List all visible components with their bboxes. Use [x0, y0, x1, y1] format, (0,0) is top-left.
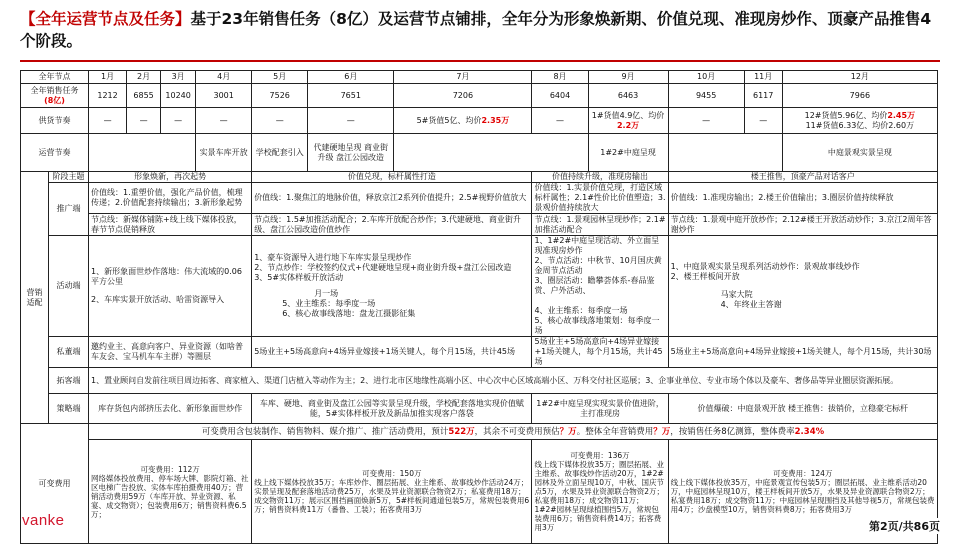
promo-value-1: 价值线：1.重塑价值，强化产品价值，梳理传递；2.价值配套持续输出；3.新形象起势 — [89, 183, 252, 214]
page-number: 第2页/共86页 — [869, 520, 940, 533]
task-12: 7966 — [782, 84, 937, 108]
strategy-row — [21, 394, 938, 424]
supply-1: — — [89, 108, 127, 134]
month-4: 4月 — [196, 71, 252, 84]
month-8: 8月 — [532, 71, 588, 84]
task-row — [21, 84, 938, 108]
month-row — [21, 71, 938, 84]
task-1: 1212 — [89, 84, 127, 108]
month-9: 9月 — [588, 71, 668, 84]
promo-row-2 — [21, 214, 938, 236]
promo-value-4: 价值线：1.准现房输出；2.楼王价值输出；3.圈层价值持续释放 — [668, 183, 937, 214]
private-2: 5场业主+5场高意向+4场异业嫁接+1场关键人，每个月15场，共计45场 — [252, 337, 532, 368]
month-10: 10月 — [668, 71, 744, 84]
month-1: 1月 — [89, 71, 127, 84]
stage-row — [21, 172, 938, 183]
activity-row — [21, 236, 938, 337]
task-5: 7526 — [252, 84, 308, 108]
title-bracket: 【全年运营节点及任务】 — [20, 10, 191, 28]
stage-3: 价值持续升级，准现房输出 — [532, 172, 668, 183]
promo-value-2: 价值线：1.聚焦江的地脉价值，释放京江2系列价值提升；2.5#视野价值放大 — [252, 183, 532, 214]
month-6: 6月 — [308, 71, 394, 84]
cost-row — [21, 440, 938, 544]
stage-1: 形象焕新，再次起势 — [89, 172, 252, 183]
private-row — [21, 337, 938, 368]
ops-jul-aug — [394, 134, 588, 172]
stage-label: 阶段主题 — [49, 172, 89, 183]
strategy-4: 价值爆破：中庭景观开放 楼王推售：拔销价，立稳豪宅标杆 — [668, 394, 937, 424]
activity-2: 1、豪车资源导入进行地下车库实景呈现炒作 2、节点炒作：学校签约仪式+代建硬地呈现+商业街升级+盘江公园改造 3、5#实体样板开放活动 月一场 5、业主维系：每季度一场 6、核心故事线落地：盘龙江摄影征集 — [252, 236, 532, 337]
supply-row — [21, 108, 938, 134]
cost-1: 可变费用：112万 网络媒体投放费用、停车场大牌、影院灯箱、社区电梯广告投放、实体车库拍摄费用40万；营销活动费用59万（车库开放、异业资源、私宴、成交物资）；包装费用6万；销售资料费6.5万； — [89, 440, 252, 544]
task-label: 全年销售任务 (8亿) — [21, 84, 89, 108]
supply-6: — — [308, 108, 394, 134]
ops-q1 — [89, 134, 196, 172]
budget-summary: 可变费用含包装制作、销售物料、媒介推广、推广活动费用，预计522万，其余不可变费用预估？万。整体全年营销费用？万，按销售任务8亿测算，整体费率2.34% — [89, 424, 938, 440]
activity-1: 1、新形象面世炒作落地：伟大流域的0.06平方公里 2、车库实景开放活动、哈雷资源导入 — [89, 236, 252, 337]
ops-dec: 中庭景观实景呈现 — [782, 134, 937, 172]
task-11: 6117 — [744, 84, 782, 108]
supply-5: — — [252, 108, 308, 134]
promo-value-3: 价值线：1.实景价值兑现，打造区域标杆属性；2.1#性价比价值塑造；3.景观价值持续放大 — [532, 183, 668, 214]
activity-label: 活动端 — [49, 236, 89, 337]
ops-oct-nov — [668, 134, 782, 172]
supply-12: 12#货值5.96亿、均价2.45万 11#货值6.33亿、均价2.60万 — [782, 108, 937, 134]
cost-2: 可变费用：150万 线上线下媒体投放35万；车库炒作、圈层拓展、业主维系、故事线炒作活动24万；实景呈现及配套落地活动费25万，水果及异业资源联合物资2万；私宴费用18万；成交物资11万；展示区围挡画面焕新5万，5#样板间通道包装5万，常规包装费用6万；销售资料费11万（番鲁、工装）；拓客费用3万 — [252, 440, 532, 544]
month-11: 11月 — [744, 71, 782, 84]
supply-11: — — [744, 108, 782, 134]
ops-row — [21, 134, 938, 172]
task-7: 7206 — [394, 84, 532, 108]
promo-node-1: 节点线：新媒体铺陈+线上线下媒体投放，春节节点促销释放 — [89, 214, 252, 236]
promo-node-4: 节点线：1.景观中庭开放炒作；2.12#楼王开放活动炒作；3.京江2周年答谢炒作 — [668, 214, 937, 236]
supply-9: 1#货值4.9亿、均价2.2万 — [588, 108, 668, 134]
expand-text: 1、置业顾问自发前往项目周边拓客、商家植入、渠道门店植入等动作为主；2、进行北市区地缘性高端小区、中心次中心区域高端小区、万科交付社区巡展；3、企事业单位、专业市场个体以及豪车、奢侈品等异业圈层资源拓展。 — [89, 368, 938, 394]
task-3: 10240 — [161, 84, 196, 108]
cost-4: 可变费用：124万 线上线下媒体投放35万，中庭景观宣传包装5万；圈层拓展、业主维系活动20万，中庭园林呈现10万，楼王样板间开放5万，水果及异业资源联合物资2万；私宴费用18万；成交物资11万；中庭园林呈现围挡及其他导视5万，常规包装费用4万；沙盘模型10万，销售资料费8万；拓客费用3万 — [668, 440, 937, 544]
ops-may: 学校配套引入 — [252, 134, 308, 172]
stage-4: 楼王推售，顶豪产品对话客户 — [668, 172, 937, 183]
operation-plan-table — [20, 70, 938, 544]
supply-2: — — [127, 108, 161, 134]
cost-label: 可变费用 — [21, 424, 89, 544]
task-9: 6463 — [588, 84, 668, 108]
private-4: 5场业主+5场高意向+4场异业嫁接+1场关键人，每个月15场，共计30场 — [668, 337, 937, 368]
supply-3: — — [161, 108, 196, 134]
ops-sep: 1#2#中庭呈现 — [588, 134, 668, 172]
month-7: 7月 — [394, 71, 532, 84]
month-5: 5月 — [252, 71, 308, 84]
supply-label: 供货节奏 — [21, 108, 89, 134]
strategy-3: 1#2#中庭呈现实现实景价值进阶，主打准现房 — [532, 394, 668, 424]
private-3: 5场业主+5场高意向+4场异业嫁接+1场关键人，每个月15场，共计45场 — [532, 337, 668, 368]
supply-8: — — [532, 108, 588, 134]
expand-row — [21, 368, 938, 394]
title-text: 基于23年销售任务（8亿）及运营节点铺排，全年分为形象焕新期、价值兑现、准现房炒作、顶豪产品推售4个阶段。 — [20, 10, 932, 50]
vanke-logo: vanke — [22, 512, 65, 529]
stage-2: 价值兑现，标杆属性打造 — [252, 172, 532, 183]
activity-3: 1、1#2#中庭呈现活动、外立面呈现准现房炒作 2、节点活动：中秋节、10月国庆黄金周节点活动 3、圈层活动：瞻攀荟体系-春品鉴赏、户外活动、 4、业主维系：每季度一场 5、核心故事线落地策划：每季度一场 — [532, 236, 668, 337]
month-3: 3月 — [161, 71, 196, 84]
strategy-1: 库存货包内部挤压去化、新形象面世炒作 — [89, 394, 252, 424]
task-6: 7651 — [308, 84, 394, 108]
month-12: 12月 — [782, 71, 937, 84]
strategy-label: 策略端 — [49, 394, 89, 424]
promo-node-3: 节点线：1.景观园林呈现炒作；2.1#加推活动配合 — [532, 214, 668, 236]
supply-7: 5#货值5亿、均价2.35万 — [394, 108, 532, 134]
task-4: 3001 — [196, 84, 252, 108]
title-divider — [20, 60, 940, 62]
budget-summary-row — [21, 424, 938, 440]
task-2: 6855 — [127, 84, 161, 108]
private-1: 邀约业主、高意向客户、异业资源（如啥普车友会、宝马机车车主群）等圈层 — [89, 337, 252, 368]
private-label: 私董端 — [49, 337, 89, 368]
supply-4: — — [196, 108, 252, 134]
marketing-label: 营销适配 — [21, 172, 49, 424]
page-title — [20, 8, 940, 52]
task-8: 6404 — [532, 84, 588, 108]
strategy-2: 车库、硬地、商业街及盘江公园等实景呈现升级，学校配套落地实现价值赋能，5#实体样板开放及新品加推实现客户落袋 — [252, 394, 532, 424]
promo-label: 推广端 — [49, 183, 89, 236]
ops-label: 运营节奏 — [21, 134, 89, 172]
supply-10: — — [668, 108, 744, 134]
ops-jun: 代建硬地呈现 商业街升级 盘江公园改造 — [308, 134, 394, 172]
activity-4: 1、中庭景观实景呈现系列活动炒作：景观故事线炒作 2、楼王样板间开放 马家大院 4、年终业主答谢 — [668, 236, 937, 337]
expand-label: 拓客端 — [49, 368, 89, 394]
ops-apr: 实景车库开放 — [196, 134, 252, 172]
promo-row-1 — [21, 183, 938, 214]
header-label: 全年节点 — [21, 71, 89, 84]
cost-3: 可变费用：136万 线上线下媒体投放35万；圈层拓展、业主维系、故事线炒作活动20万，1#2#园林及外立面呈现10万，中秋、国庆节点5万，水果及异业资源联合物资2万；私宴费用18万；成交物资11万；1#2#园林呈现绿植围挡5万，常规包装费用6万；销售资料费14万；拓客费用3万 — [532, 440, 668, 544]
task-10: 9455 — [668, 84, 744, 108]
promo-node-2: 节点线：1.5#加推活动配合；2.车库开放配合炒作；3.代建硬地、商业街升级、盘江公园改造价值炒作 — [252, 214, 532, 236]
month-2: 2月 — [127, 71, 161, 84]
